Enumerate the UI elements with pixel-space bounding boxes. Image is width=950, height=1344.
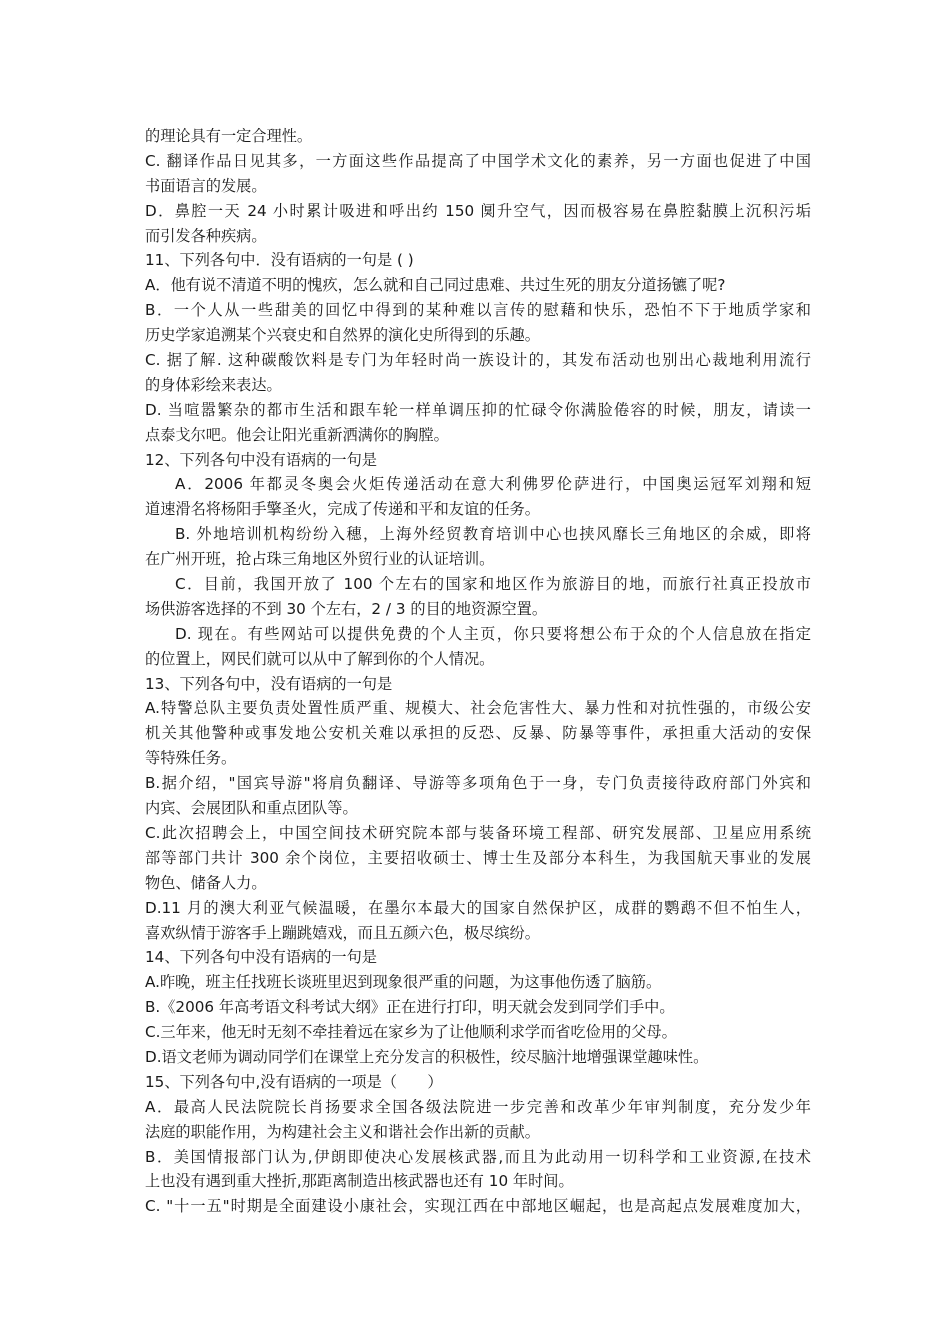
text-line: A.特警总队主要负责处置性质严重、规模大、社会危害性大、暴力性和对抗性强的，市级公安 (145, 699, 811, 718)
text-line: 历史学家追溯某个兴衰史和自然界的演化史所得到的乐趣。 (145, 326, 540, 345)
text-line: 法庭的职能作用，为构建社会主义和谐社会作出新的贡献。 (145, 1122, 540, 1141)
text-line: 的位置上，网民们就可以从中了解到你的个人情况。 (145, 649, 495, 668)
text-line: 喜欢纵情于游客手上蹦跳嬉戏，而且五颜六色，极尽缤纷。 (145, 923, 540, 942)
text-line: 场供游客选择的不到 30 个左右，2 / 3 的目的地资源空置。 (145, 599, 548, 618)
text-line: 书面语言的发展。 (145, 176, 267, 195)
text-line: D. 现在。有些网站可以提供免费的个人主页，你只要将想公布于众的个人信息放在指定 (175, 624, 811, 643)
text-line: C. 据了解. 这种碳酸饮料是专门为年轻时尚一族设计的，其发布活动也别出心裁地利用流行 (145, 351, 811, 370)
text-line: 15、下列各句中,没有语病的一项是（ ） (145, 1072, 443, 1091)
text-line: C．目前，我国开放了 100 个左右的国家和地区作为旅游目的地，而旅行社真正投放市 (175, 575, 811, 594)
text-line: 物色、储备人力。 (145, 873, 267, 892)
text-line: A．2006 年都灵冬奥会火炬传递活动在意大利佛罗伦萨进行，中国奥运冠军刘翔和短 (175, 475, 811, 494)
text-line: A．最高人民法院院长肖扬要求全国各级法院进一步完善和改革少年审判制度，充分发少年 (145, 1097, 811, 1116)
text-line: 的身体彩绘来表达。 (145, 375, 282, 394)
text-line: 等特殊任务。 (145, 749, 237, 768)
text-line: 在广州开班，抢占珠三角地区外贸行业的认证培训。 (145, 550, 495, 569)
text-line: A.昨晚，班主任找班长谈班里迟到现象很严重的问题，为这事他伤透了脑筋。 (145, 973, 662, 992)
text-line: D.语文老师为调动同学们在课堂上充分发言的积极性，绞尽脑汁地增强课堂趣味性。 (145, 1047, 709, 1066)
text-line: 13、下列各句中，没有语病的一句是 (145, 674, 393, 693)
text-line: D．鼻腔一天 24 小时累计吸进和呼出约 150 阒升空气，因而极容易在鼻腔黏膜上沉积污垢 (145, 201, 811, 220)
text-line: C. 翻译作品日见其多，一方面这些作品提高了中国学术文化的素养，另一方面也促进了中国 (145, 151, 811, 170)
text-line: A．他有说不清道不明的愧疚，怎么就和自己同过患难、共过生死的朋友分道扬镳了呢? (145, 276, 726, 295)
document-body (145, 124, 811, 1219)
text-line: 部等部门共计 300 余个岗位，主要招收硕士、博士生及部分本科生，为我国航天事业的发展 (145, 848, 811, 867)
text-line: 的理论具有一定合理性。 (145, 127, 313, 145)
text-line: C.三年来，他无时无刻不牵挂着远在家乡为了让他顺利求学而省吃俭用的父母。 (145, 1023, 677, 1042)
text-line: B. 外地培训机构纷纷入穗，上海外经贸教育培训中心也挟风靡长三角地区的余威，即将 (175, 525, 811, 544)
text-line: 11、下列各句中．没有语病的一句是 ( ) (145, 251, 414, 270)
text-line: 点泰戈尔吧。他会让阳光重新洒满你的胸膛。 (145, 425, 449, 444)
text-line: B.《2006 年高考语文科考试大纲》正在进行打印，明天就会发到同学们手中。 (145, 998, 675, 1017)
text-line: B．美国情报部门认为,伊朗即使决心发展核武器,而且为此动用一切科学和工业资源,在技术 (145, 1147, 811, 1166)
text-line: 内宾、会展团队和重点团队等。 (145, 799, 358, 818)
text-line: B．一个人从一些甜美的回忆中得到的某种难以言传的慰藉和快乐，恐怕不下于地质学家和 (145, 301, 811, 320)
text-line: 14、下列各句中没有语病的一句是 (145, 948, 377, 967)
text-line: 12、下列各句中没有语病的一句是 (145, 450, 377, 469)
text-line: 道速滑名将杨阳手擎圣火，完成了传递和平和友谊的任务。 (145, 500, 540, 519)
text-line: B.据介绍，"国宾导游"将肩负翻译、导游等多项角色于一身，专门负责接待政府部门外宾和 (145, 774, 811, 793)
text-line: 机关其他警种或事发地公安机关难以承担的反恐、反暴、防暴等事件，承担重大活动的安保 (145, 724, 811, 743)
text-line: 上也没有遇到重大挫折,那距离制造出核武器也还有 10 年时间。 (145, 1172, 574, 1191)
text-line: C.此次招聘会上，中国空间技术研究院本部与装备环境工程部、研究发展部、卫星应用系统 (145, 823, 811, 842)
text-line: D. 当喧嚣繁杂的都市生活和跟车轮一样单调压抑的忙碌令你满脸倦容的时候，朋友，请读一 (145, 400, 811, 419)
text-line: 而引发各种疾病。 (145, 226, 267, 245)
text-line: C. "十一五"时期是全面建设小康社会，实现江西在中部地区崛起，也是高起点发展难度加大， (145, 1197, 811, 1216)
text-line: D.11 月的澳大利亚气候温暖，在墨尔本最大的国家自然保护区，成群的鹦鹉不但不怕生人， (145, 898, 811, 917)
